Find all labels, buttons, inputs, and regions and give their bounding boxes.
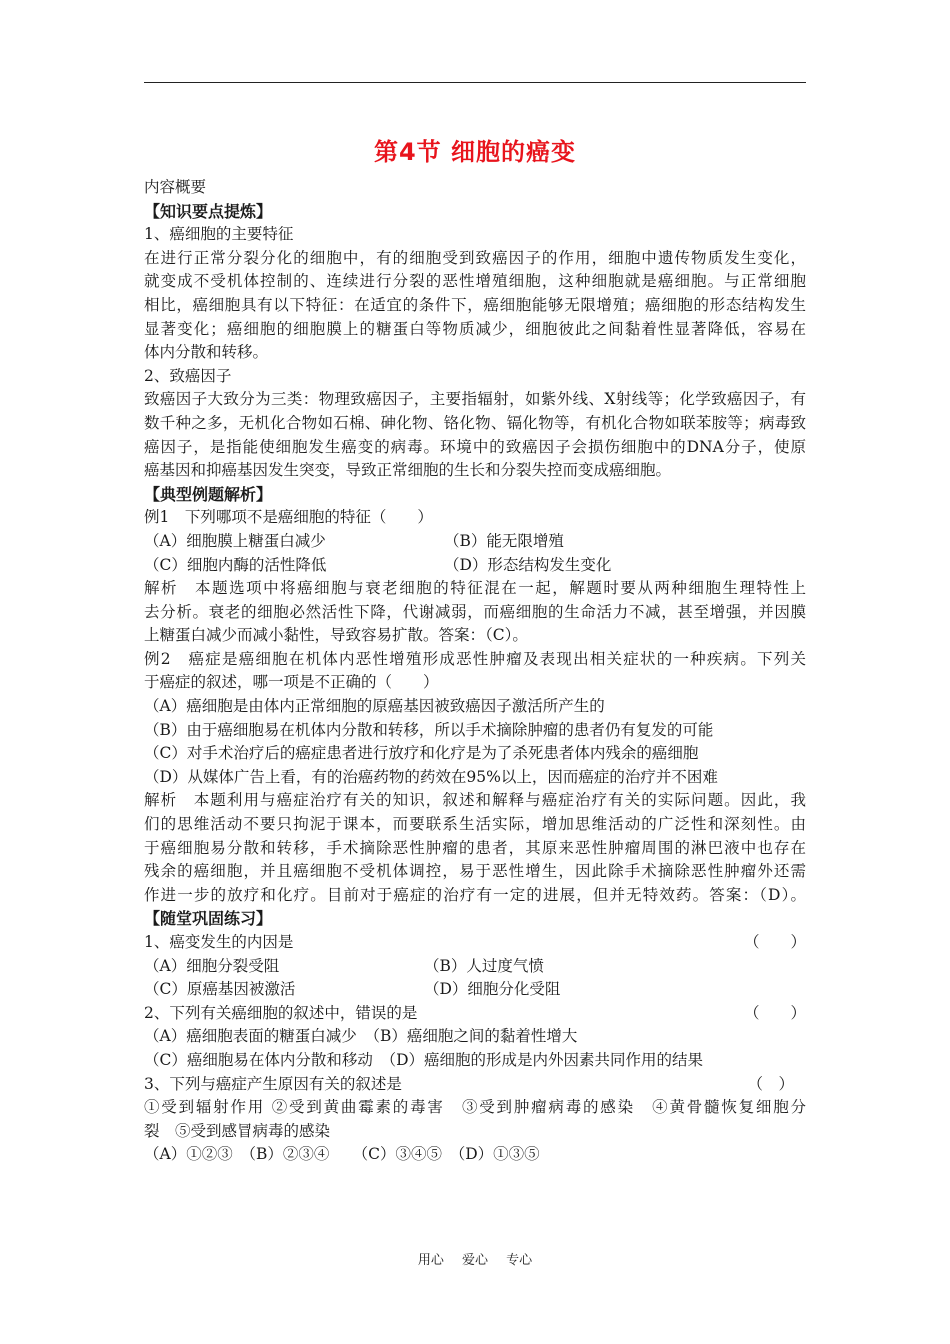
analysis-line: 去分析。衰老的细胞必然活性下降，代谢减弱，而癌细胞的生命活力不减，甚至增强，并因膜 — [144, 602, 806, 621]
question-text: 1、癌变发生的内因是 — [144, 933, 294, 951]
section-heading-practice: 【随堂巩固练习】 — [144, 909, 273, 929]
document-body — [144, 176, 806, 1167]
knowledge-heading-1: 1、癌细胞的主要特征 — [144, 225, 294, 244]
paragraph-line: 体内分散和转移。 — [144, 343, 269, 362]
option: （C）对手术治疗后的癌症患者进行放疗和化疗是为了杀死患者体内残余的癌细胞 — [144, 744, 699, 763]
question-2 — [144, 1002, 806, 1026]
paragraph-line: 就变成不受机体控制的、连续进行分裂的恶性增殖细胞，这种细胞就是癌细胞。与正常细胞 — [144, 272, 806, 291]
option: （C）原癌基因被激活 — [144, 980, 296, 999]
header-rule — [144, 82, 806, 83]
example-1-options-row — [144, 530, 806, 554]
overview-label: 内容概要 — [144, 178, 207, 196]
paragraph-line: 显著变化；癌细胞的细胞膜上的糖蛋白等物质减少，细胞彼此之间黏着性显著降低，容易在 — [144, 319, 806, 338]
question-text: 3、下列与癌症产生原因有关的叙述是 — [144, 1074, 402, 1093]
option: （A）细胞膜上糖蛋白减少 — [144, 531, 326, 550]
paragraph-line: 致癌因子大致分为三类：物理致癌因子，主要指辐射，如紫外线、X射线等；化学致癌因子，有 — [144, 390, 806, 409]
paragraph-line: 数千种之多，无机化合物如石棉、砷化物、铬化物、镉化物等，有机化合物如联苯胺等；病毒致 — [144, 413, 806, 432]
question-3 — [144, 1073, 806, 1097]
analysis-line: 于癌细胞易分散和转移，手术摘除恶性肿瘤的患者，其原来恶性肿瘤周围的淋巴液中也存在 — [144, 838, 806, 857]
analysis-line: 上糖蛋白减少而减小黏性，导致容易扩散。答案：（C）。 — [144, 626, 528, 645]
analysis-line: 解析 本题利用与癌症治疗有关的知识，叙述和解释与癌症治疗有关的实际问题。因此，我 — [144, 791, 806, 810]
example-2-question: 例2 癌症是癌细胞在机体内恶性增殖形成恶性肿瘤及表现出相关症状的一种疾病。下列关 — [144, 649, 806, 668]
option: （D）形态结构发生变化 — [444, 555, 612, 574]
option: （A）癌细胞是由体内正常细胞的原癌基因被致癌因子激活所产生的 — [144, 697, 605, 716]
analysis-line: 作进一步的放疗和化疗。目前对于癌症的治疗有一定的进展，但并无特效药。答案：（D）。 — [144, 885, 806, 904]
question-3-options: （A）①②③ （B）②③④ （C）③④⑤ （D）①③⑤ — [144, 1145, 540, 1164]
paragraph-line: 癌因子，是指能使细胞发生癌变的病毒。环境中的致癌因子会损伤细胞中的DNA分子，使原 — [144, 437, 806, 456]
question-3-items: ①受到辐射作用 ②受到黄曲霉素的毒害 ③受到肿瘤病毒的感染 ④黄骨髓恢复细胞分 — [144, 1098, 806, 1117]
analysis-line: 解析 本题选项中将癌细胞与衰老细胞的特征混在一起，解题时要从两种细胞生理特性上 — [144, 579, 806, 598]
option: （B）人过度气愤 — [424, 956, 544, 975]
section-heading-examples: 【典型例题解析】 — [144, 484, 273, 504]
section-heading-knowledge: 【知识要点提炼】 — [144, 201, 273, 221]
question-3-items: 裂 ⑤受到感冒病毒的感染 — [144, 1121, 331, 1140]
knowledge-heading-2: 2、致癌因子 — [144, 366, 232, 385]
paragraph-line: 癌基因和抑癌基因发生突变，导致正常细胞的生长和分裂失控而变成癌细胞。 — [144, 461, 672, 480]
option: （D）从媒体广告上看，有的治癌药物的药效在95%以上，因而癌症的治疗并不困难 — [144, 767, 718, 786]
page-title: 第4节 细胞的癌变 — [373, 138, 577, 166]
option: （B）能无限增殖 — [444, 531, 564, 550]
analysis-line: 们的思维活动不要只拘泥于课本，而要联系生活实际，增加思维活动的广泛性和深刻性。由 — [144, 815, 806, 834]
option: （B）由于癌细胞易在机体内分散和转移，所以手术摘除肿瘤的患者仍有复发的可能 — [144, 720, 714, 739]
page-footer: 用心 爱心 专心 — [417, 1253, 533, 1268]
paragraph-line: 在进行正常分裂分化的细胞中，有的细胞受到致癌因子的作用，细胞中遗传物质发生变化， — [144, 248, 806, 267]
example-1-question: 例1 下列哪项不是癌细胞的特征（ ） — [144, 508, 433, 527]
question-1-options-row — [144, 978, 806, 1002]
example-1-options-row — [144, 554, 806, 578]
answer-bracket: （ ） — [743, 933, 806, 951]
analysis-line: 残余的癌细胞，并且癌细胞不受机体调控，易于恶性增生，因此除手术摘除恶性肿瘤外还需 — [144, 862, 806, 881]
option: （C）细胞内酶的活性降低 — [144, 555, 327, 574]
option: （D）细胞分化受阻 — [424, 980, 561, 999]
option: （C）癌细胞易在体内分散和移动 （D）癌细胞的形成是内外因素共同作用的结果 — [144, 1050, 704, 1069]
example-2-question: 于癌症的叙述，哪一项是不正确的（ ） — [144, 673, 439, 692]
question-1 — [144, 931, 806, 955]
question-1-options-row — [144, 955, 806, 979]
paragraph-line: 相比，癌细胞具有以下特征：在适宜的条件下，癌细胞能够无限增殖；癌细胞的形态结构发生 — [144, 295, 806, 314]
option: （A）细胞分裂受阻 — [144, 956, 280, 975]
answer-bracket: （ ） — [747, 1074, 794, 1093]
option: （A）癌细胞表面的糖蛋白减少 （B）癌细胞之间的黏着性增大 — [144, 1027, 578, 1046]
question-text: 2、下列有关癌细胞的叙述中，错误的是 — [144, 1003, 418, 1022]
answer-bracket: （ ） — [743, 1003, 806, 1022]
